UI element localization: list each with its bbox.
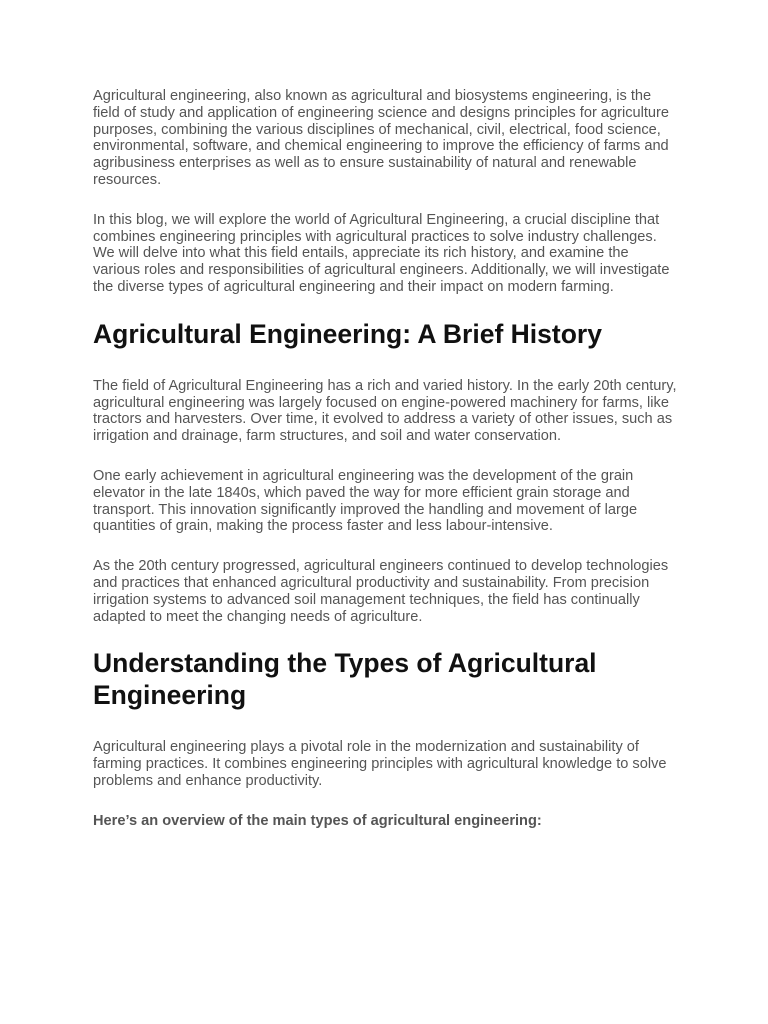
- types-paragraph-1: Agricultural engineering plays a pivotal role in the modernization and sustainability of farming practices. It combines engineering principles with agricultural knowledge to solve problems and enhance productivity.: [93, 739, 667, 789]
- document-body: [93, 88, 678, 830]
- intro-paragraph-2: In this blog, we will explore the world of Agricultural Engineering, a crucial discipline that combines engineering principles with agricultural practices to solve industry challenges. We will delve into what this field entails, appreciate its rich history, and examine the various roles and responsibilities of agricultural engineers. Additionally, we will investigate the diverse types of agricultural engineering and their impact on modern farming.: [93, 211, 670, 295]
- history-heading: Agricultural Engineering: A Brief History: [93, 318, 602, 349]
- history-paragraph-2: One early achievement in agricultural engineering was the development of the grain elevator in the late 1840s, which paved the way for more efficient grain storage and transport. This innovation significantly improved the handling and movement of large quantities of grain, making the process faster and less labour-intensive.: [93, 467, 638, 535]
- history-paragraph-1: The field of Agricultural Engineering has a rich and varied history. In the early 20th century, agricultural engineering was largely focused on engine-powered machinery for farms, like tractors and harvesters. Over time, it evolved to address a variety of other issues, such as irrigation and drainage, farm structures, and soil and water conservation.: [93, 377, 677, 445]
- intro-paragraph-1: Agricultural engineering, also known as agricultural and biosystems engineering, is the field of study and application of engineering science and designs principles for agriculture purposes, combining the various disciplines of mechanical, civil, electrical, food science, environmental, software, and chemical engineering to improve the efficiency of farms and agribusiness enterprises as well as to ensure sustainability of natural and renewable resources.: [93, 88, 669, 188]
- types-overview-lead: Here’s an overview of the main types of agricultural engineering:: [93, 812, 542, 829]
- types-heading: Understanding the Types of Agricultural Engineering: [93, 648, 597, 711]
- history-paragraph-3: As the 20th century progressed, agricultural engineers continued to develop technologies and practices that enhanced agricultural productivity and sustainability. From precision irrigation systems to advanced soil management techniques, the field has continually adapted to meet the changing needs of agriculture.: [93, 558, 669, 625]
